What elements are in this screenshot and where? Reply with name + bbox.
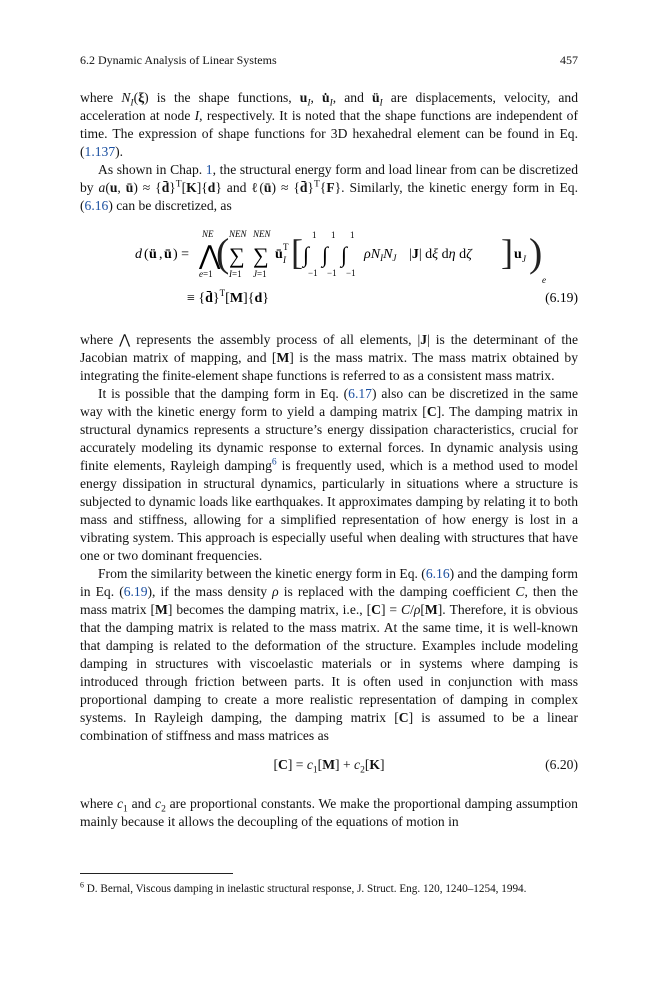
svg-text:≡ {d̄}T[M]{d}: ≡ {d̄}$^T$[M]{d}	[187, 288, 269, 306]
svg-text:u: u	[514, 247, 522, 262]
equation-6-20-body: $[C] = c_1[M] + c_2[K]$	[273, 757, 385, 776]
svg-text:−1: −1	[327, 268, 337, 278]
equation-6-20	[80, 745, 578, 785]
equation-6-19-graphic	[80, 215, 578, 319]
svg-text:J: J	[522, 254, 526, 264]
footnote-divider	[80, 873, 233, 874]
running-header	[80, 53, 578, 68]
equation-6-19	[80, 215, 578, 319]
equation-6-20-number: (6.20)	[545, 757, 578, 772]
footnote-text: D. Bernal, Viscous damping in inelastic structural response, J. Struct. Eng. 120, 1240–1254, 1994.	[86, 883, 527, 895]
svg-text:[: [	[291, 232, 303, 272]
svg-text:]: ]	[501, 232, 513, 272]
svg-text:d: d	[135, 247, 142, 262]
footnote-link-6[interactable]: 6	[271, 457, 277, 468]
svg-text:(: (	[144, 247, 149, 262]
svg-text:I: I	[283, 255, 286, 265]
svg-text:e: e	[542, 275, 546, 285]
svg-text:NEN: NEN	[253, 229, 271, 239]
eq-link-1137[interactable]: 1.137	[84, 144, 116, 159]
svg-text:T: T	[283, 242, 289, 252]
paragraph-5: From the similarity between the kinetic energy form in Eq. (6.16) and the damping form in Eq. (6.19), if the mass density ρ is replaced with the damping coefficient C, then the mass matrix [M] becomes the damping matrix, i.e., [C] = C/ρ[M]. Therefore, it is obvious that the damping matrix is related to the mass matrix. At the same time, it is well-known that damping is related to the deformation of the structure. Examples include modeling damping in structures with viscoelastic materials or in systems where damping is introduced through friction between parts. It is often used in conjunction with mass proportional damping to create a more realistic representation of damping in complex systems. In Rayleigh damping, the damping matrix [C] is assumed to be a linear combination of stiffness and mass matrices as	[80, 566, 579, 743]
svg-text:ρNINJ: $\rho N_IN_J$	[364, 247, 397, 263]
svg-text:NE: NE	[202, 229, 214, 239]
svg-text:1: 1	[331, 230, 336, 240]
section-title: 6.2 Dynamic Analysis of Linear Systems	[80, 53, 277, 67]
paragraph-6: where $c_1$ and $c_2$ are proportional constants. We make the proportional damping assumption mainly because it allows the decoupling of the equations of motion in	[80, 796, 578, 829]
eq-link-616-b[interactable]: 6.16	[425, 566, 450, 581]
svg-text:e=1: e=1	[199, 269, 213, 279]
svg-text:ū: ū	[275, 247, 283, 262]
svg-text:∑: ∑	[229, 243, 245, 268]
eq-link-617[interactable]: 6.17	[348, 386, 372, 401]
svg-text:−1: −1	[308, 268, 318, 278]
eq-link-619[interactable]: 6.19	[123, 584, 148, 599]
svg-text:|J| dξ dη dζ: |J| dξ dη dζ	[409, 247, 472, 262]
paragraph-4: It is possible that the damping form in Eq. (6.17) also can be discretized in the same way with the kinetic energy form to yield a damping matrix [C]. The damping matrix in structural dynamics represents a structure’s energy dissipation characteristics, crucial for accurately modeling its dynamic response to external forces. In dynamic analysis using finite elements, Rayleigh damping$^6$ is frequently used, which is a method used to model energy dissipation in structural dynamics, particularly in situations where a structure is subjected to dynamic loads like earthquakes. It approximates damping by relating it to both mass and stiffness, allowing for a simplified representation of how energy is lost in a vibrating system. This approach is especially useful when dealing with structures that have one or two dominant frequencies.	[80, 386, 578, 563]
svg-text:∫: ∫	[341, 242, 348, 267]
paragraph-1: where $N_I(\xi)$ is the shape functions, $u_I$, $u̇_I$, and $ü_I$ are displacements, velocity, and acceleration at node I, respectively. It is noted that the shape functions are independent of time. The expression of shape functions for 3D hexahedral element can be found in Eq. (1.137).	[80, 90, 579, 159]
svg-text:∫: ∫	[303, 242, 310, 267]
svg-text:1: 1	[312, 230, 317, 240]
svg-text:I=1: I=1	[229, 269, 242, 279]
svg-text:J=1: J=1	[253, 269, 267, 279]
svg-text:∑: ∑	[253, 243, 269, 268]
svg-text:1: 1	[350, 230, 355, 240]
svg-text:ü: ü	[149, 247, 157, 262]
svg-text:(: (	[216, 230, 230, 275]
svg-text:ū: ū	[164, 247, 172, 262]
footnote	[80, 880, 578, 895]
svg-text:⋀: ⋀	[199, 241, 221, 270]
footnote-mark: 6	[80, 880, 84, 890]
equation-6-19-number: (6.19)	[545, 290, 578, 305]
body-text	[80, 89, 578, 831]
svg-text:) =: ) =	[173, 247, 190, 262]
svg-text:,: ,	[159, 247, 163, 262]
svg-text:NEN: NEN	[229, 229, 247, 239]
page-number: 457	[560, 53, 578, 67]
svg-text:∫: ∫	[322, 242, 329, 267]
svg-text:−1: −1	[346, 268, 356, 278]
svg-text:): )	[529, 230, 543, 275]
paragraph-2: As shown in Chap. 1, the structural energy form and load linear from can be discretized by a(u, ū) ≈ {d̄}$^T$[K]{d} and ℓ(ū) ≈ {d̄}$^T${F}. Similarly, the kinetic energy form in Eq. (6.16) can be discretized, as	[80, 162, 578, 213]
paragraph-3: where ⋀ represents the assembly process of all elements, |J| is the determinant of the Jacobian matrix of mapping, and [M] is the mass matrix. The mass matrix obtained by integrating the finite-element shape functions is referred to as a consistent mass matrix.	[80, 332, 579, 383]
chapter-link-1[interactable]: 1	[205, 162, 213, 177]
eq-link-616[interactable]: 6.16	[84, 198, 109, 213]
